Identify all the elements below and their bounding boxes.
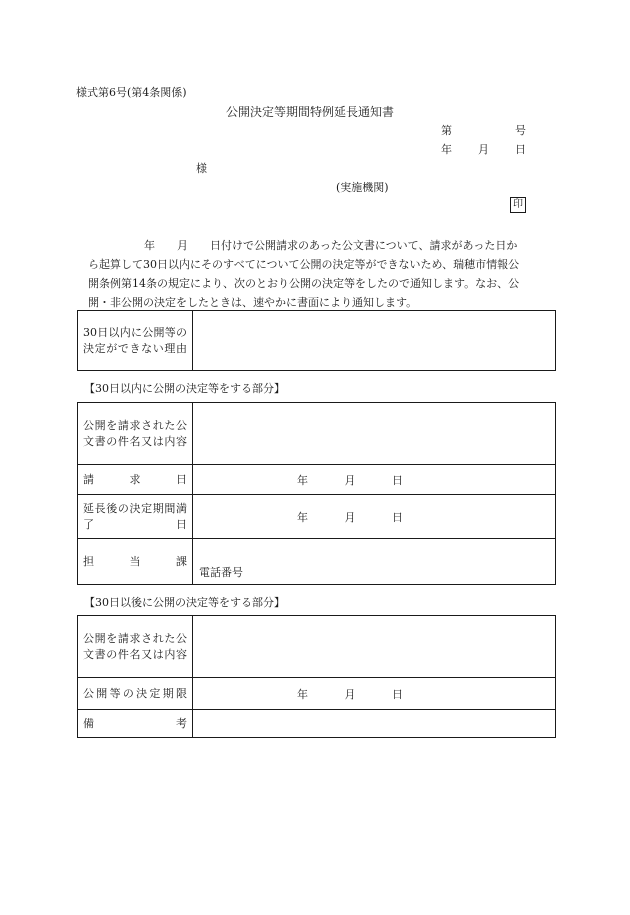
body-year: 年	[144, 239, 155, 252]
document-title: 公開決定等期間特例延長通知書	[226, 105, 395, 119]
number-suffix: 号	[515, 124, 526, 137]
body-month: 月	[177, 239, 188, 252]
s1-department-label: 担 当 課	[78, 539, 193, 585]
s1-request-day: 日	[392, 473, 403, 487]
body-line1: 日付けで公開請求のあった公文書について、請求があった日か	[210, 239, 518, 252]
reason-table	[77, 310, 556, 371]
body-line3: 開条例第14条の規定により、次のとおり公開の決定等をしたので通知します。なお、公	[88, 277, 520, 290]
s2-deadline-month: 月	[344, 687, 356, 701]
notice-body	[88, 236, 550, 312]
s1-request-year: 年	[297, 473, 308, 487]
s2-document-label: 公開を請求された公文書の件名又は内容	[78, 616, 193, 678]
s2-deadline-year: 年	[297, 687, 308, 701]
s2-deadline-day: 日	[392, 687, 403, 701]
form-number: 様式第6号(第4条関係)	[76, 86, 187, 99]
issue-month: 月	[478, 143, 489, 156]
section1-heading: 【30日以内に公開の決定等をする部分】	[84, 382, 285, 395]
document-number	[441, 122, 526, 138]
section2-heading: 【30日以後に公開の決定等をする部分】	[84, 596, 285, 609]
s1-deadline-day: 日	[392, 510, 403, 524]
issue-year: 年	[441, 143, 452, 156]
s1-document-label: 公開を請求された公文書の件名又は内容	[78, 403, 193, 465]
s1-deadline-value[interactable]	[193, 495, 556, 539]
s1-phone-label: 電話番号	[199, 565, 243, 579]
reason-value[interactable]	[193, 311, 556, 371]
seal-stamp: 印	[510, 197, 526, 213]
agency-name: (実施機関)	[336, 181, 389, 194]
s1-request-month: 月	[344, 473, 356, 487]
body-line2: ら起算して30日以内にそのすべてについて公開の決定等ができないため、瑞穂市情報公	[88, 258, 520, 271]
s1-deadline-year: 年	[297, 510, 308, 524]
number-prefix: 第	[441, 124, 452, 137]
s1-deadline-label: 延長後の決定期間満了日	[78, 495, 193, 539]
issue-date	[441, 141, 526, 157]
section2-table	[77, 615, 556, 738]
s1-request-date-value[interactable]	[193, 465, 556, 495]
addressee-suffix: 様	[196, 162, 207, 175]
s2-document-value[interactable]	[193, 616, 556, 678]
s2-deadline-label: 公開等の決定期限	[78, 678, 193, 710]
s1-department-value[interactable]	[193, 539, 556, 585]
reason-label: 30日以内に公開等の決定ができない理由	[78, 311, 193, 371]
s2-remarks-label: 備 考	[78, 710, 193, 738]
issue-day: 日	[515, 143, 526, 156]
s1-request-date-label: 請 求 日	[78, 465, 193, 495]
s1-deadline-month: 月	[344, 510, 356, 524]
section1-table	[77, 402, 556, 585]
s2-remarks-value[interactable]	[193, 710, 556, 738]
s2-deadline-value[interactable]	[193, 678, 556, 710]
body-line4: 開・非公開の決定をしたときは、速やかに書面により通知します。	[88, 296, 418, 309]
s1-document-value[interactable]	[193, 403, 556, 465]
